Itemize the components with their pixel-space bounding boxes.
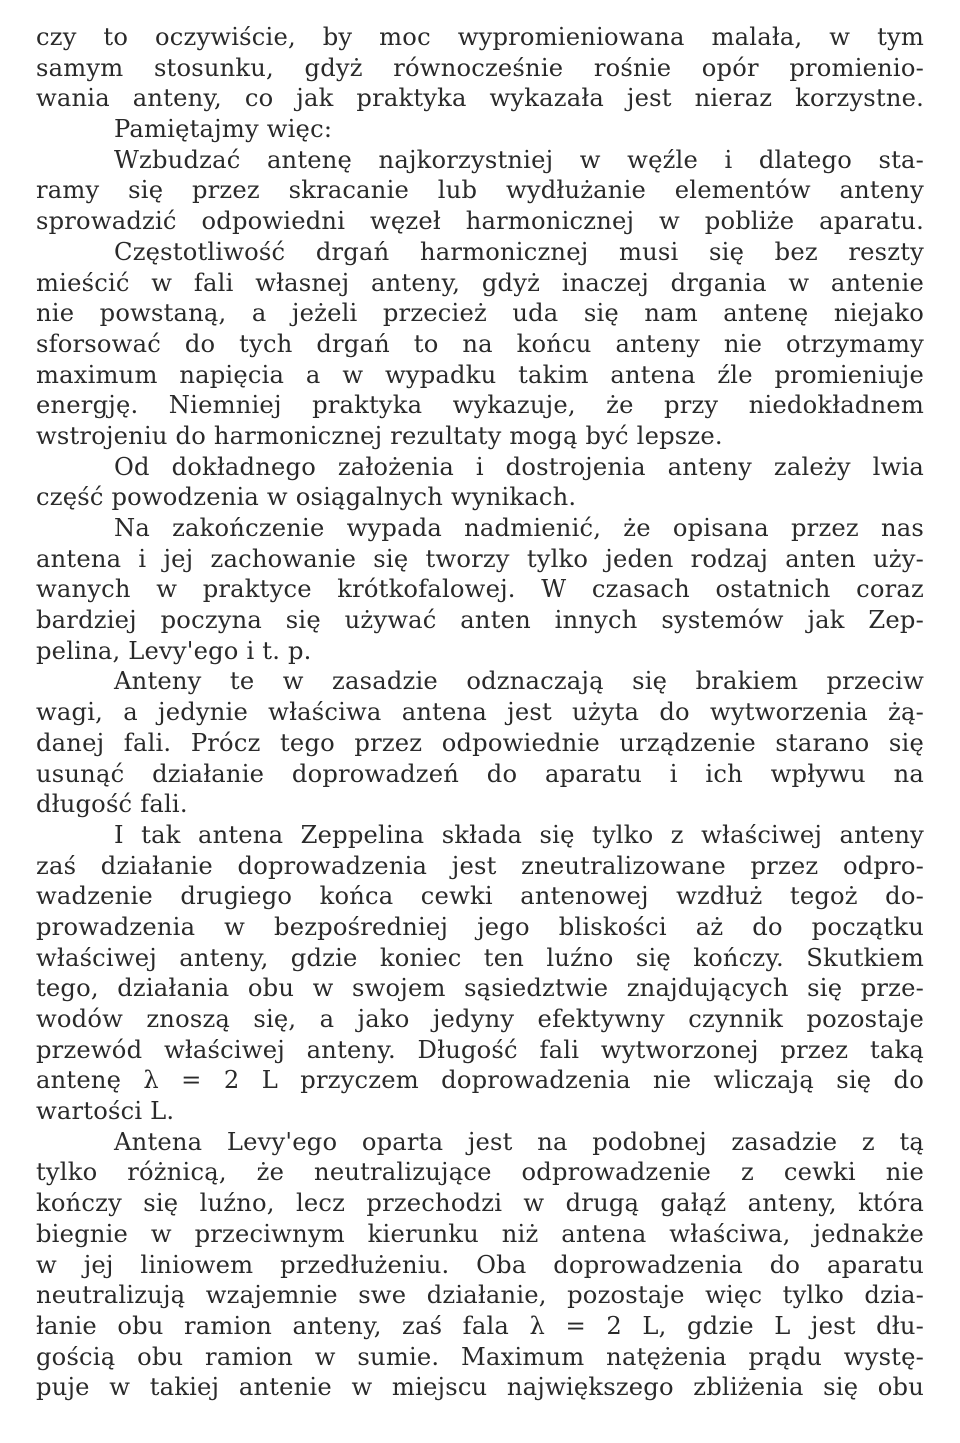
text-line: Pamiętajmy więc:	[114, 115, 333, 144]
body-text	[36, 22, 924, 1403]
text-line: wania anteny, co jak praktyka wykazała jest nieraz korzystne.	[36, 84, 924, 113]
text-line: wstrojeniu do harmonicznej rezultaty mogą być lepsze.	[36, 421, 723, 450]
text-line: puje w takiej antenie w miejscu największego zbliżenia się obu	[36, 1373, 924, 1402]
text-line: samym stosunku, gdyż równocześnie rośnie opór promienio-	[36, 53, 924, 82]
text-line: bardziej poczyna się używać anten innych systemów jak Zep-	[36, 606, 924, 635]
text-line: I tak antena Zeppelina składa się tylko z właściwej anteny	[114, 820, 924, 849]
text-line: przewód właściwej anteny. Długość fali wytworzonej przez taką	[36, 1035, 924, 1064]
text-line: w jej liniowem przedłużeniu. Oba doprowadzenia do aparatu	[36, 1250, 924, 1279]
text-line: sprowadzić odpowiedni węzeł harmonicznej w pobliże aparatu.	[36, 207, 924, 236]
text-line: sforsować do tych drgań to na końcu anteny nie otrzymamy	[36, 329, 924, 358]
text-line: energję. Niemniej praktyka wykazuje, że przy niedokładnem	[36, 391, 924, 420]
text-line: zaś działanie doprowadzenia jest zneutralizowane przez odpro-	[36, 851, 924, 880]
text-line: wadzenie drugiego końca cewki antenowej wzdłuż tegoż do-	[36, 882, 924, 911]
text-line: Częstotliwość drgań harmonicznej musi się bez reszty	[114, 237, 924, 266]
text-line: Na zakończenie wypada nadmienić, że opisana przez nas	[114, 514, 924, 542]
text-line: biegnie w przeciwnym kierunku niż antena właściwa, jednakże	[36, 1219, 924, 1248]
text-line: Od dokładnego założenia i dostrojenia anteny zależy lwia	[114, 452, 924, 481]
text-line: maximum napięcia a w wypadku takim antena źle promieniuje	[36, 360, 924, 389]
text-line: wodów znoszą się, a jako jedyny efektywny czynnik pozostaje	[36, 1005, 924, 1033]
text-line: mieścić w fali własnej anteny, gdyż inaczej drgania w antenie	[36, 268, 924, 297]
document-page	[36, 22, 924, 1403]
text-line: wartości L.	[36, 1097, 175, 1126]
text-line: usunąć działanie doprowadzeń do aparatu i ich wpływu na	[36, 759, 924, 788]
text-line: wanych w praktyce krótkofalowej. W czasach ostatnich coraz	[36, 575, 924, 604]
text-line: danej fali. Prócz tego przez odpowiednie urządzenie starano się	[36, 728, 924, 757]
text-line: łanie obu ramion anteny, zaś fala λ = 2 L, gdzie L jest dłu-	[36, 1311, 924, 1340]
text-line: prowadzenia w bezpośredniej jego bliskości aż do początku	[36, 912, 924, 941]
text-line: kończy się luźno, lecz przechodzi w drugą gałąź anteny, która	[36, 1189, 924, 1218]
text-line: tylko różnicą, że neutralizujące odprowadzenie z cewki nie	[36, 1158, 924, 1187]
text-line: czy to oczywiście, by moc wypromieniowana malała, w tym	[36, 23, 924, 51]
text-line: Antena Levy'ego oparta jest na podobnej zasadzie z tą	[114, 1127, 924, 1156]
text-line: właściwej anteny, gdzie koniec ten luźno się kończy. Skutkiem	[36, 943, 924, 972]
text-line: Anteny te w zasadzie odznaczają się brakiem przeciw	[114, 667, 924, 696]
text-line: antenę λ = 2 L przyczem doprowadzenia nie wliczają się do	[36, 1066, 924, 1095]
text-line: antena i jej zachowanie się tworzy tylko jeden rodzaj anten uży-	[36, 544, 924, 573]
text-line: część powodzenia w osiągalnych wynikach.	[36, 483, 577, 512]
text-line: neutralizują wzajemnie swe działanie, pozostaje więc tylko dzia-	[36, 1281, 924, 1310]
text-line: wagi, a jedynie właściwa antena jest użyta do wytworzenia żą-	[36, 698, 924, 727]
text-line: nie powstaną, a jeżeli przecież uda się nam antenę niejako	[36, 299, 924, 328]
text-line: ramy się przez skracanie lub wydłużanie elementów anteny	[36, 176, 924, 205]
text-line: długość fali.	[36, 790, 188, 819]
text-line: tego, działania obu w swojem sąsiedztwie znajdujących się prze-	[36, 974, 924, 1003]
text-line: Wzbudzać antenę najkorzystniej w węźle i dlatego sta-	[114, 145, 924, 174]
text-line: gością obu ramion w sumie. Maximum natężenia prądu wystę-	[36, 1342, 924, 1371]
text-line: pelina, Levy'ego i t. p.	[36, 636, 312, 665]
